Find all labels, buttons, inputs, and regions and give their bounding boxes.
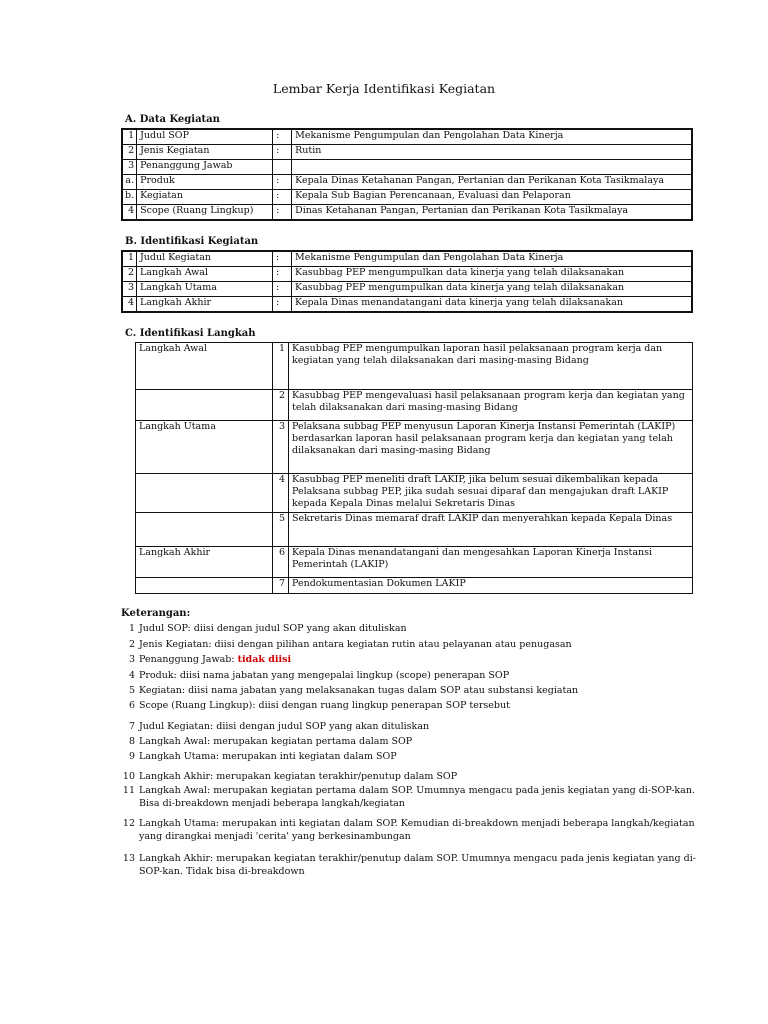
section-c-heading: C. Identifikasi Langkah xyxy=(125,328,256,339)
note-body: Scope (Ruang Lingkup): diisi dengan ruang lingkup penerapan SOP tersebut xyxy=(139,700,510,711)
row-label: Kegiatan xyxy=(137,190,273,205)
note-number: 12 xyxy=(122,818,135,829)
step-description: Kasubbag PEP meneliti draft LAKIP, jika belum sesuai dikembalikan kepada Pelaksana subbag PEP, jika sudah sesuai diparaf dan mengajukan draft LAKIP kepada Kepala Dinas melalui Sekretaris Dinas xyxy=(289,474,693,513)
section-b-heading: B. Identifikasi Kegiatan xyxy=(125,236,259,247)
note-number: 5 xyxy=(128,685,135,696)
row-colon: : xyxy=(273,282,292,297)
step-phase-label xyxy=(136,474,273,513)
row-number: 4 xyxy=(122,205,137,221)
step-number: 2 xyxy=(273,390,289,421)
step-phase-label xyxy=(136,390,273,421)
list-item xyxy=(121,699,701,712)
note-body: Langkah Utama: merupakan inti kegiatan dalam SOP xyxy=(139,751,397,762)
row-value: Kepala Dinas Ketahanan Pangan, Pertanian dan Perikanan Kota Tasikmalaya xyxy=(292,175,692,190)
row-number: a. xyxy=(122,175,137,190)
row-label: Penanggung Jawab xyxy=(137,160,273,175)
table-row xyxy=(136,513,693,547)
note-number: 9 xyxy=(128,751,135,762)
row-number: b. xyxy=(122,190,137,205)
list-item xyxy=(121,669,701,682)
list-item xyxy=(121,638,701,651)
row-number: 4 xyxy=(122,297,137,313)
step-number: 5 xyxy=(273,513,289,547)
list-item xyxy=(121,684,701,697)
table-row xyxy=(136,390,693,421)
note-body: Langkah Awal: merupakan kegiatan pertama dalam SOP xyxy=(139,736,413,747)
row-number: 3 xyxy=(122,282,137,297)
step-phase-label: Langkah Awal xyxy=(136,343,273,390)
step-phase-label xyxy=(136,513,273,547)
note-body: Langkah Akhir: merupakan kegiatan terakhir/penutup dalam SOP. Umumnya mengacu pada jenis kegiatan yang di-SOP-kan. Tidak bisa di-breakdown xyxy=(139,853,696,877)
table-row xyxy=(136,343,693,390)
table-row xyxy=(122,160,692,175)
step-description: Kasubbag PEP mengevaluasi hasil pelaksanaan program kerja dan kegiatan yang telah dilaksanakan dari masing-masing Bidang xyxy=(289,390,693,421)
note-number: 4 xyxy=(128,670,135,681)
note-body: Langkah Akhir: merupakan kegiatan terakhir/penutup dalam SOP xyxy=(139,771,458,782)
table-row xyxy=(122,282,692,297)
note-text xyxy=(139,638,701,651)
note-text xyxy=(139,720,701,733)
row-number: 2 xyxy=(122,145,137,160)
row-value: Rutin xyxy=(292,145,692,160)
step-description: Pelaksana subbag PEP menyusun Laporan Kinerja Instansi Pemerintah (LAKIP) berdasarkan laporan hasil pelaksanaan program kerja dan kegiatan yang telah dilaksanakan dari masing-masing Bidang xyxy=(289,421,693,474)
row-label: Langkah Utama xyxy=(137,282,273,297)
row-colon: : xyxy=(273,267,292,282)
list-item xyxy=(121,735,701,748)
step-number: 3 xyxy=(273,421,289,474)
row-number: 3 xyxy=(122,160,137,175)
page-title: Lembar Kerja Identifikasi Kegiatan xyxy=(272,81,496,96)
note-number: 13 xyxy=(122,853,135,864)
row-value: Mekanisme Pengumpulan dan Pengolahan Data Kinerja xyxy=(292,251,693,267)
list-item xyxy=(121,784,701,810)
list-item xyxy=(121,770,701,783)
row-colon: : xyxy=(273,297,292,313)
note-body: Langkah Utama: merupakan inti kegiatan dalam SOP. Kemudian di-breakdown menjadi beberapa langkah/kegiatan yang dirangkai menjadi 'cerita' yang berkesinambungan xyxy=(139,818,695,842)
identifikasi-langkah-table xyxy=(135,342,693,594)
note-text xyxy=(139,784,701,810)
step-phase-label: Langkah Utama xyxy=(136,421,273,474)
step-number: 7 xyxy=(273,578,289,594)
table-row xyxy=(122,129,692,145)
table-row xyxy=(122,251,692,267)
note-body: Langkah Awal: merupakan kegiatan pertama dalam SOP. Umumnya mengacu pada jenis kegiatan yang di-SOP-kan. Bisa di-breakdown menjadi beberapa langkah/kegiatan xyxy=(139,785,695,809)
list-item xyxy=(121,852,701,878)
row-value: Kasubbag PEP mengumpulkan data kinerja yang telah dilaksanakan xyxy=(292,267,693,282)
row-label: Judul Kegiatan xyxy=(137,251,273,267)
table-row xyxy=(122,145,692,160)
row-value: Kepala Dinas menandatangani data kinerja yang telah dilaksanakan xyxy=(292,297,693,313)
note-text xyxy=(139,735,701,748)
note-number: 11 xyxy=(122,785,135,796)
row-label: Scope (Ruang Lingkup) xyxy=(137,205,273,221)
row-label: Judul SOP xyxy=(137,129,273,145)
note-number: 6 xyxy=(128,700,135,711)
keterangan-heading: Keterangan: xyxy=(121,608,191,619)
note-text xyxy=(139,622,701,635)
row-value xyxy=(292,160,692,175)
row-value: Kasubbag PEP mengumpulkan data kinerja yang telah dilaksanakan xyxy=(292,282,693,297)
note-body: Judul Kegiatan: diisi dengan judul SOP yang akan dituliskan xyxy=(139,721,430,732)
row-colon xyxy=(273,160,292,175)
step-number: 1 xyxy=(273,343,289,390)
note-text xyxy=(139,699,701,712)
list-item xyxy=(121,653,701,666)
step-description: Pendokumentasian Dokumen LAKIP xyxy=(289,578,693,594)
note-number: 10 xyxy=(122,771,135,782)
note-number: 3 xyxy=(128,654,135,665)
note-body: Produk: diisi nama jabatan yang mengepalai lingkup (scope) penerapan SOP xyxy=(139,670,510,681)
step-number: 4 xyxy=(273,474,289,513)
note-text xyxy=(139,684,701,697)
note-text xyxy=(139,852,701,878)
table-row xyxy=(122,205,692,221)
data-kegiatan-table xyxy=(121,128,693,221)
row-colon: : xyxy=(273,251,292,267)
row-value: Kepala Sub Bagian Perencanaan, Evaluasi dan Pelaporan xyxy=(292,190,692,205)
note-highlight: tidak diisi xyxy=(237,654,292,665)
table-row xyxy=(122,175,692,190)
row-label: Langkah Akhir xyxy=(137,297,273,313)
note-text xyxy=(139,653,701,666)
note-text xyxy=(139,669,701,682)
row-colon: : xyxy=(273,145,292,160)
note-text xyxy=(139,817,701,843)
row-label: Produk xyxy=(137,175,273,190)
note-body: Kegiatan: diisi nama jabatan yang melaksanakan tugas dalam SOP atau substansi kegiatan xyxy=(139,685,579,696)
row-value: Mekanisme Pengumpulan dan Pengolahan Data Kinerja xyxy=(292,129,692,145)
step-description: Kasubbag PEP mengumpulkan laporan hasil pelaksanaan program kerja dan kegiatan yang telah dilaksanakan dari masing-masing Bidang xyxy=(289,343,693,390)
row-label: Jenis Kegiatan xyxy=(137,145,273,160)
table-row xyxy=(136,421,693,474)
note-number: 7 xyxy=(128,721,135,732)
step-number: 6 xyxy=(273,547,289,578)
step-phase-label: Langkah Akhir xyxy=(136,547,273,578)
row-number: 2 xyxy=(122,267,137,282)
row-colon: : xyxy=(273,129,292,145)
note-body: Judul SOP: diisi dengan judul SOP yang akan dituliskan xyxy=(139,623,407,634)
table-row xyxy=(122,267,692,282)
table-row xyxy=(122,190,692,205)
row-label: Langkah Awal xyxy=(137,267,273,282)
note-text xyxy=(139,750,701,763)
table-row xyxy=(136,578,693,594)
row-colon: : xyxy=(273,190,292,205)
list-item xyxy=(121,622,701,635)
row-value: Dinas Ketahanan Pangan, Pertanian dan Perikanan Kota Tasikmalaya xyxy=(292,205,692,221)
note-text xyxy=(139,770,701,783)
note-number: 2 xyxy=(128,639,135,650)
list-item xyxy=(121,817,701,843)
row-number: 1 xyxy=(122,251,137,267)
section-a-heading: A. Data Kegiatan xyxy=(125,114,220,125)
identifikasi-kegiatan-table xyxy=(121,250,693,313)
step-description: Sekretaris Dinas memaraf draft LAKIP dan menyerahkan kepada Kepala Dinas xyxy=(289,513,693,547)
row-colon: : xyxy=(273,175,292,190)
note-body: Penanggung Jawab: xyxy=(139,654,238,665)
list-item xyxy=(121,750,701,763)
note-number: 8 xyxy=(128,736,135,747)
table-row xyxy=(122,297,692,313)
note-body: Jenis Kegiatan: diisi dengan pilihan antara kegiatan rutin atau pelayanan atau penugasan xyxy=(139,639,572,650)
list-item xyxy=(121,720,701,733)
table-row xyxy=(136,547,693,578)
row-number: 1 xyxy=(122,129,137,145)
step-description: Kepala Dinas menandatangani dan mengesahkan Laporan Kinerja Instansi Pemerintah (LAKIP) xyxy=(289,547,693,578)
table-row xyxy=(136,474,693,513)
step-phase-label xyxy=(136,578,273,594)
note-number: 1 xyxy=(128,623,135,634)
row-colon: : xyxy=(273,205,292,221)
